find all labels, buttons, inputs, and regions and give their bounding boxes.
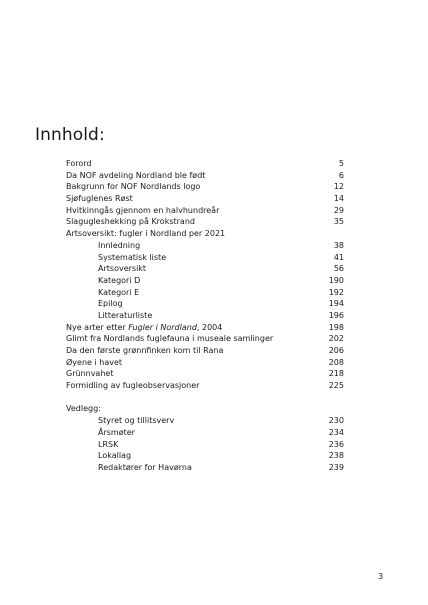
toc-entry-page: 56 bbox=[333, 264, 344, 274]
toc-entry-page: 198 bbox=[328, 322, 344, 332]
toc-entry bbox=[66, 216, 344, 228]
toc-subentry bbox=[66, 462, 344, 474]
toc-entry-label: Årsmøter bbox=[98, 427, 135, 437]
toc-entry-label: Bakgrunn for NOF Nordlands logo bbox=[66, 182, 201, 192]
toc-entry-page: 239 bbox=[328, 462, 344, 472]
toc-entry-page: 202 bbox=[328, 334, 344, 344]
toc-entry-label: Hvitkinngås gjennom en halvhundreår bbox=[66, 205, 220, 215]
toc-entry-label: Lokallag bbox=[98, 451, 132, 461]
toc-entry-label: Artsoversikt bbox=[98, 264, 147, 274]
toc-entry-label: Da NOF avdeling Nordland ble født bbox=[66, 170, 206, 180]
toc-entry bbox=[66, 170, 344, 182]
toc-entry-page: 5 bbox=[338, 159, 344, 168]
toc-entry bbox=[66, 380, 344, 392]
toc-entry-label: Vedlegg: bbox=[66, 404, 101, 414]
toc-subentry bbox=[66, 310, 344, 322]
toc-entry-label: Slagugleshekking på Krokstrand bbox=[66, 217, 195, 227]
toc-entry bbox=[66, 322, 344, 334]
toc-entry-page: 206 bbox=[328, 346, 344, 355]
toc-entry-label: Systematisk liste bbox=[98, 252, 167, 262]
toc-entry bbox=[66, 345, 344, 357]
toc-subentry bbox=[66, 450, 344, 462]
toc-subentry bbox=[66, 240, 344, 252]
toc-entry bbox=[66, 205, 344, 217]
toc-entry-page: 194 bbox=[328, 299, 344, 309]
toc-subentry bbox=[66, 439, 344, 451]
toc-entry bbox=[66, 181, 344, 193]
toc-entry-label: Grünnvahet bbox=[66, 369, 114, 379]
book-title: Fugler i Nordland bbox=[128, 322, 197, 332]
toc-section-vedlegg bbox=[66, 403, 344, 415]
toc-entry-label: LRSK bbox=[98, 439, 119, 449]
toc-entry-page: 41 bbox=[333, 252, 344, 262]
page-heading: Innhold: bbox=[35, 125, 105, 145]
toc-entry-label-suffix: , 2004 bbox=[196, 322, 223, 332]
toc-entry-page: 29 bbox=[333, 205, 344, 215]
toc-entry-page: 238 bbox=[328, 451, 344, 461]
toc-entry-page: 190 bbox=[328, 275, 344, 285]
toc-entry-label: Øyene i havet bbox=[66, 357, 123, 367]
toc-entry-label-prefix: Nye arter etter bbox=[66, 322, 129, 332]
toc-entry-label: Innledning bbox=[98, 240, 141, 250]
toc-entry-page: 196 bbox=[328, 310, 344, 320]
toc-entry-label: Kategori E bbox=[98, 287, 140, 297]
toc-entry-label bbox=[66, 322, 222, 334]
toc-entry-page: 14 bbox=[333, 194, 344, 204]
page-number: 3 bbox=[378, 572, 384, 581]
toc-entry-label: Kategori D bbox=[98, 275, 141, 285]
table-of-contents bbox=[66, 158, 344, 474]
toc-entry-label: Litteraturliste bbox=[98, 310, 153, 320]
toc-subentry bbox=[66, 275, 344, 287]
toc-entry-page: 208 bbox=[328, 357, 344, 367]
toc-entry-page: 35 bbox=[333, 217, 344, 227]
toc-entry-label: Sjøfuglenes Røst bbox=[66, 194, 133, 204]
toc-entry-label: Glimt fra Nordlands fuglefauna i museale samlinger bbox=[66, 334, 274, 344]
toc-entry-label: Redaktører for Havørna bbox=[98, 462, 192, 472]
toc-section-artsoversikt bbox=[66, 228, 344, 240]
toc-entry-forord bbox=[66, 158, 344, 170]
toc-entry-page: 225 bbox=[328, 381, 344, 391]
toc-entry-page: 230 bbox=[328, 416, 344, 426]
toc-entry bbox=[66, 357, 344, 369]
toc-entry-page: 6 bbox=[338, 170, 344, 180]
toc-subentry bbox=[66, 263, 344, 275]
toc-entry-page: 38 bbox=[333, 240, 344, 250]
toc-entry-label: Styret og tillitsverv bbox=[98, 416, 175, 426]
toc-spacer bbox=[66, 392, 344, 404]
toc-entry-page: 236 bbox=[328, 439, 344, 449]
toc-entry-page: 12 bbox=[333, 182, 344, 192]
toc-entry-page: 218 bbox=[328, 369, 344, 379]
toc-entry bbox=[66, 368, 344, 380]
toc-entry-page: 234 bbox=[328, 427, 344, 437]
toc-entry-label: Artsoversikt: fugler i Nordland per 2021 bbox=[66, 229, 226, 239]
toc-subentry bbox=[66, 415, 344, 427]
toc-subentry bbox=[66, 287, 344, 299]
toc-entry bbox=[66, 193, 344, 205]
toc-entry-page: 192 bbox=[328, 287, 344, 297]
toc-subentry bbox=[66, 298, 344, 310]
toc-entry-label: Formidling av fugleobservasjoner bbox=[66, 381, 200, 391]
toc-subentry bbox=[66, 427, 344, 439]
toc-entry-label: Forord bbox=[66, 159, 92, 168]
toc-entry-label: Epilog bbox=[98, 299, 123, 309]
toc-entry bbox=[66, 333, 344, 345]
toc-subentry bbox=[66, 252, 344, 264]
toc-entry-label: Da den første grønnfinken kom til Rana bbox=[66, 346, 224, 355]
